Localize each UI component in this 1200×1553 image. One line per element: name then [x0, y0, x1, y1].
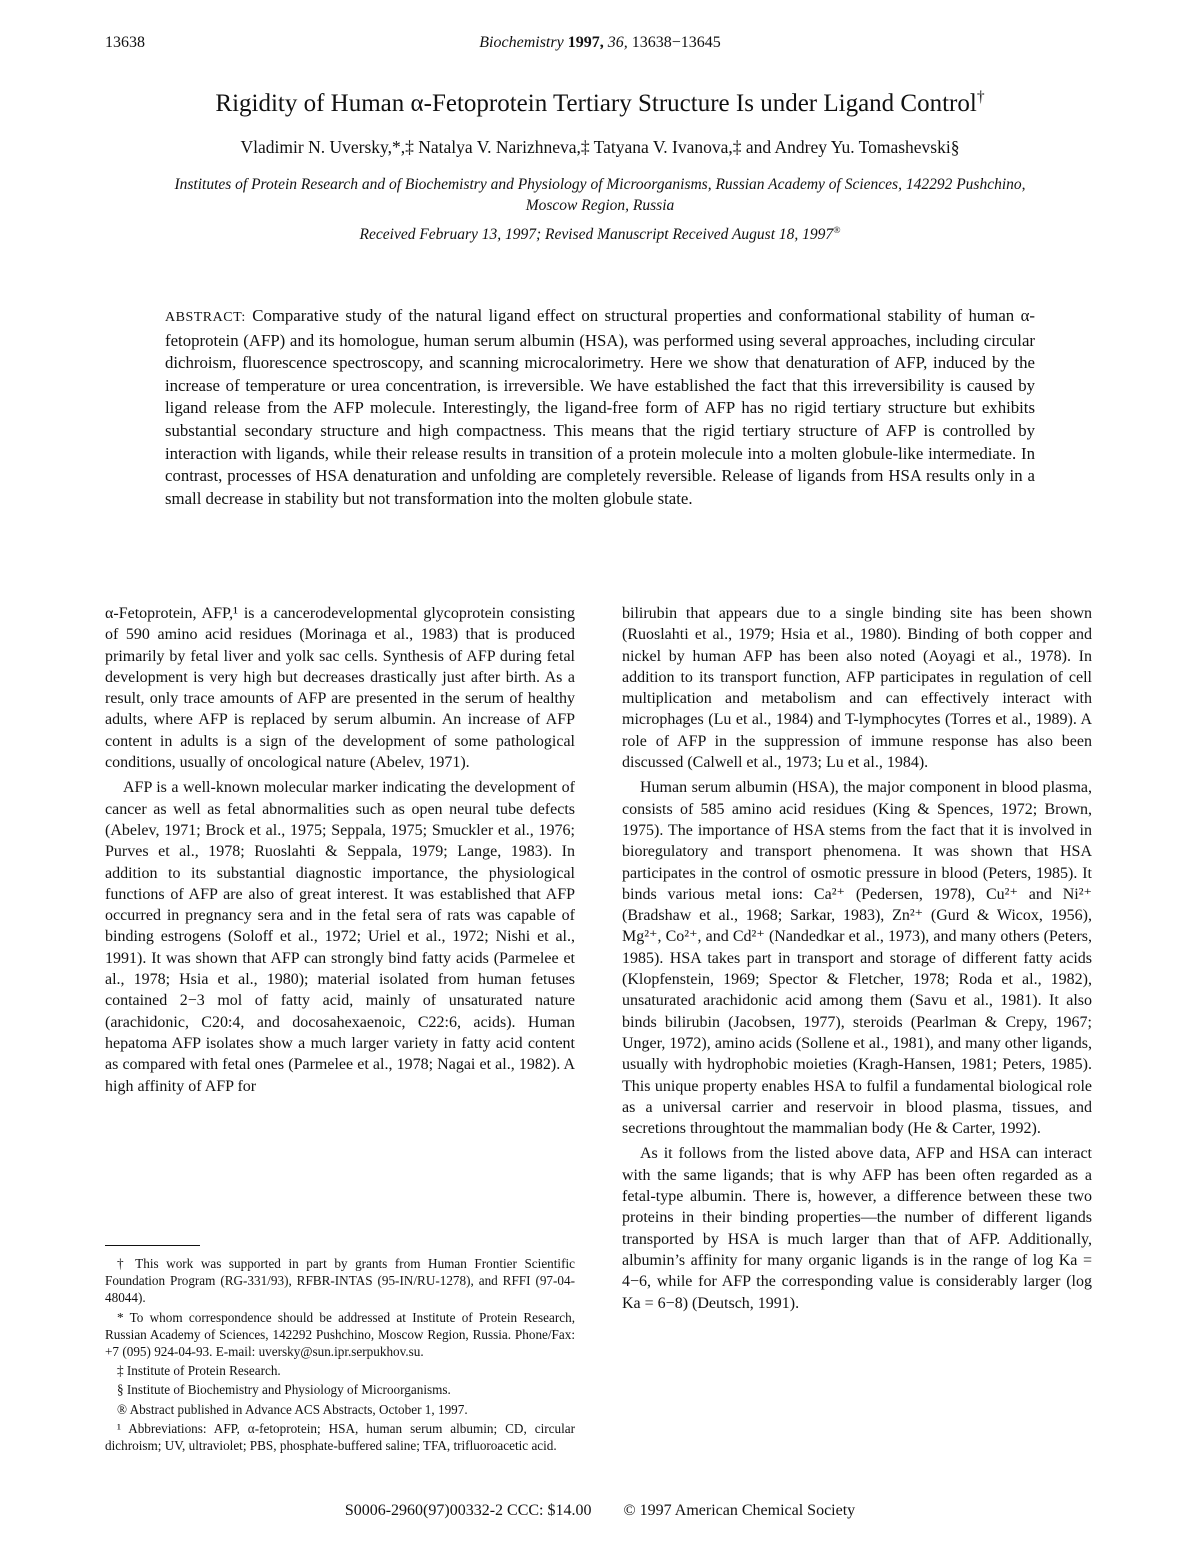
footnote: § Institute of Biochemistry and Physiology of Microorganisms. — [117, 1382, 451, 1398]
left-column — [105, 603, 575, 1101]
journal-year: 1997, — [567, 34, 604, 51]
received-text: Received February 13, 1997; Revised Manuscript Received August 18, 1997 — [359, 226, 834, 243]
author-list: Vladimir N. Uversky,*,‡ Natalya V. Narizhneva,‡ Tatyana V. Ivanova,‡ and Andrey Yu. Tomashevski§ — [240, 137, 960, 157]
page-footer — [0, 1502, 1200, 1520]
paragraph: Human serum albumin (HSA), the major component in blood plasma, consists of 585 amino acid residues (King & Spences, 1972; Brown, 1975). The importance of HSA stems from the fact that it is involved in bioregulatory and transport phenomena. It was shown that HSA participates in the control of osmotic pressure in blood (Peters, 1985). It binds various metal ions: Ca²⁺ (Pedersen, 1978), Cu²⁺ and Ni²⁺ (Bradshaw et al., 1968; Sarkar, 1983), Zn²⁺ (Gurd & Wicox, 1956), Mg²⁺, Co²⁺, and Cd²⁺ (Nandedkar et al., 1973), and many others (Peters, 1985). HSA takes part in transport and storage of different fatty acids (Klopfenstein, 1969; Spector & Fletcher, 1978; Roda et al., 1982), unsaturated arachidonic acid among them (Savu et al., 1981). It also binds bilirubin (Jacobsen, 1977), steroids (Pearlman & Crepy, 1967; Unger, 1972), amino acids (Sollene et al., 1981), and many other ligands, usually with hydrophobic moieties (Kragh-Hansen, 1981; Peters, 1985). This unique property enables HSA to fulfil a fundamental biological role as a universal carrier and reservoir in blood plasma, tissues, and secretions throughtout the mammalian body (He & Carter, 1992). — [622, 779, 1092, 1138]
journal-pages: 13638−13645 — [631, 34, 721, 51]
received-mark: ® — [833, 224, 841, 236]
footnote: † This work was supported in part by grants from Human Frontier Scientific Foundation Program (RG-331/93), RFBR-INTAS (95-IN/RU-1278), and RFFI (97-04-48044). — [105, 1256, 575, 1306]
title-text: Rigidity of Human α-Fetoprotein Tertiary Structure Is under Ligand Control — [215, 90, 977, 117]
footnote: ‡ Institute of Protein Research. — [117, 1363, 281, 1379]
title-footnote-mark: † — [976, 88, 985, 106]
paragraph: α-Fetoprotein, AFP,¹ is a cancerodevelopmental glycoprotein consisting of 590 amino acid residues (Morinaga et al., 1983) that is produced primarily by fetal liver and yolk sac cells. Synthesis of AFP during fetal development is very high but decreases drastically just after birth. As a result, only trace amounts of AFP are presented in the serum of healthy adults, where AFP is replaced by serum albumin. An increase of AFP content in adults is a sign of the development of some pathological conditions, usually of oncological nature (Abelev, 1971). — [105, 605, 575, 772]
right-column — [622, 603, 1092, 1318]
affiliation: Institutes of Protein Research and of Biochemistry and Physiology of Microorganisms, Russian Academy of Sciences, 142292 Pushchino, Moscow Region, Russia — [174, 176, 1026, 214]
paragraph: bilirubin that appears due to a single binding site has been shown (Ruoslahti et al., 1979; Hsia et al., 1980). Binding of both copper and nickel by human AFP has been also noted (Aoyagi et al., 1978). In addition to its transport function, AFP participates in regulation of cell multiplication and metabolism and can effectively interact with microphages (Lu et al., 1984) and T-lymphocytes (Torres et al., 1989). A role of AFP in the suppression of immune response has also been discussed (Calwell et al., 1973; Lu et al., 1984). — [622, 605, 1092, 772]
footnote-divider — [105, 1245, 200, 1246]
footnote: ® Abstract published in Advance ACS Abstracts, October 1, 1997. — [117, 1401, 468, 1417]
footnote: * To whom correspondence should be addressed at Institute of Protein Research, Russian Academy of Sciences, 142292 Pushchino, Moscow Region, Russia. Phone/Fax: +7 (095) 924-04-93. E-mail: uversky@sun.ipr.serpukhov.su. — [105, 1309, 575, 1360]
journal-name: Biochemistry — [479, 34, 564, 51]
footnote: ¹ Abbreviations: AFP, α-fetoprotein; HSA, human serum albumin; CD, circular dichroism; UV, ultraviolet; PBS, phosphate-buffered saline; TFA, trifluoroacetic acid. — [105, 1420, 575, 1454]
paragraph: As it follows from the listed above data, AFP and HSA can interact with the same ligands; that is why AFP has been often regarded as a fetal-type albumin. There is, however, a difference between these two proteins in their binding properties—the number of different ligands transported by HSA is much larger than that of AFP. Additionally, albumin’s affinity for many organic ligands is in the range of log Ka = 4−6, while for AFP the corresponding value is considerably larger (log Ka = 6−8) (Deutsch, 1991). — [622, 1145, 1092, 1312]
publication-code: S0006-2960(97)00332-2 CCC: $14.00 — [344, 1502, 592, 1519]
received-dates — [0, 226, 1200, 244]
copyright-notice: © 1997 American Chemical Society — [623, 1502, 856, 1519]
article-title — [0, 90, 1200, 118]
abstract-text: Comparative study of the natural ligand effect on structural properties and conformational stability of human α-fetoprotein (AFP) and its homologue, human serum albumin (HSA), was performed using several approaches, including circular dichroism, fluorescence spectroscopy, and scanning microcalorimetry. Here we show that denaturation of AFP, induced by the increase of temperature or urea concentration, is irreversible. We have established the fact that this irreversibility is caused by ligand release from the AFP molecule. Interestingly, the ligand-free form of AFP has no rigid tertiary structure but exhibits substantial secondary structure and high compactness. This means that the rigid tertiary structure of AFP is controlled by interaction with ligands, while their release results in transition of a protein molecule into a molten globule-like intermediate. In contrast, processes of HSA denaturation and unfolding are completely reversible. Release of ligands from HSA results only in a small decrease in stability but not transformation into the molten globule state. — [165, 306, 1035, 508]
footnotes — [105, 1255, 575, 1456]
page-number: 13638 — [105, 34, 145, 51]
journal-volume: 36, — [607, 34, 628, 51]
journal-citation — [0, 34, 1200, 52]
abstract — [165, 305, 1035, 510]
abstract-label: ABSTRACT: — [165, 310, 246, 325]
paragraph: AFP is a well-known molecular marker indicating the development of cancer as well as fetal abnormalities such as open neural tube defects (Abelev, 1971; Brock et al., 1975; Seppala, 1975; Smuckler et al., 1976; Purves et al., 1978; Ruoslahti & Seppala, 1979; Lange, 1983). In addition to its substantial diagnostic importance, the physiological functions of AFP are also of great interest. It was established that AFP occurred in pregnancy sera and in the fetal sera of rats was capable of binding estrogens (Soloff et al., 1972; Uriel et al., 1972; Nishi et al., 1991). It was shown that AFP can strongly bind fatty acids (Parmelee et al., 1978; Hsia et al., 1980); material isolated from human fetuses contained 2−3 mol of fatty acid, mainly of unsaturated nature (arachidonic, C20:4, and docosahexaenoic, C22:6, acids). Human hepatoma AFP isolates show a much larger variety in fatty acid content as compared with fetal ones (Parmelee et al., 1978; Nagai et al., 1982). A high affinity of AFP for — [105, 779, 575, 1095]
